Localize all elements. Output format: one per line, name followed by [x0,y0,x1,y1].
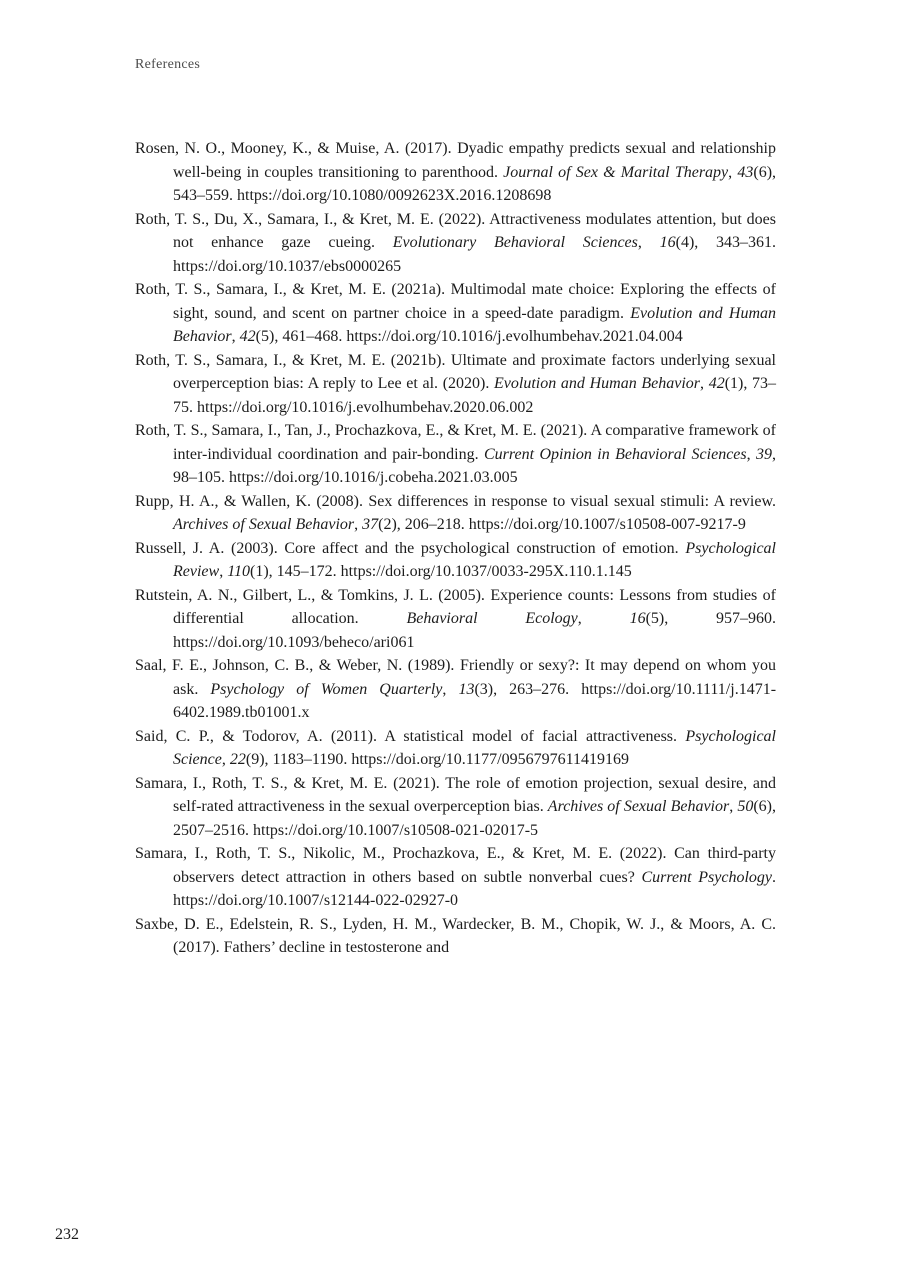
reference-italic-segment: Psychological Review [173,539,776,580]
reference-text-segment: , 98–105. https://doi.org/10.1016/j.cobeha.2021.03.005 [173,445,777,486]
reference-italic-segment: 43 [737,163,754,181]
reference-entry [135,654,776,725]
reference-text-segment: , [442,680,459,698]
reference-italic-segment: Psychological Science [173,727,776,768]
reference-entry [135,842,776,913]
reference-text-segment: (5), 461–468. https://doi.org/10.1016/j.evolhumbehav.2021.04.004 [255,328,683,345]
reference-italic-segment: Archives of Sexual Behavior [547,798,730,815]
reference-italic-segment: 39 [756,445,773,463]
reference-text-segment: (5), 957–960. https://doi.org/10.1093/beheco/ari061 [173,610,777,651]
reference-entry [135,725,776,772]
reference-italic-segment: Evolution and Human Behavior [173,304,777,345]
reference-text-segment: , [221,751,230,768]
reference-text-segment: Roth, T. S., Du, X., Samara, I., & Kret, M. E. (2022). Attractiveness modulates attention, but does not enhance gaze cueing. [135,210,776,251]
reference-text-segment: (4), 343–361. https://doi.org/10.1037/ebs0000265 [173,234,777,275]
reference-text-segment: Rutstein, A. N., Gilbert, L., & Tomkins, J. L. (2005). Experience counts: Lessons from studies of differential allocation. [135,586,776,627]
reference-text-segment: , [700,375,709,392]
reference-text-segment: Roth, T. S., Samara, I., & Kret, M. E. (2021a). Multimodal mate choice: Exploring the effects of sight, sound, and scent on partner choice in a speed-date paradigm. [135,281,776,322]
reference-italic-segment: 13 [458,680,475,698]
reference-text-segment: Roth, T. S., Samara, I., Tan, J., Prochazkova, E., & Kret, M. E. (2021). A comparative framework of inter-individual coordination and pair-bonding. [135,422,776,463]
reference-italic-segment: 50 [737,798,754,815]
reference-text-segment: Samara, I., Roth, T. S., Nikolic, M., Prochazkova, E., & Kret, M. E. (2022). Can third-party observers detect attraction in others based on subtle nonverbal cues? [135,845,776,886]
reference-italic-segment: Psychology of Women Quarterly [210,680,443,698]
reference-text-segment: , [219,563,228,580]
reference-entry [135,913,776,960]
reference-entry [135,349,776,420]
reference-italic-segment: Behavioral Ecology [406,610,578,627]
reference-text-segment: (6), 2507–2516. https://doi.org/10.1007/s10508-021-02017-5 [173,798,776,839]
reference-text-segment: Saxbe, D. E., Edelstein, R. S., Lyden, H. M., Wardecker, B. M., Chopik, W. J., & Moors, A. C. (2017). Fathers’ decline in testosterone and [135,915,776,956]
page-number: 232 [55,1226,79,1243]
reference-entry [135,584,776,655]
reference-text-segment: (3), 263–276. https://doi.org/10.1111/j.1471-6402.1989.tb01001.x [173,680,777,721]
reference-italic-segment: Current Opinion in Behavioral Sciences [484,445,747,463]
reference-italic-segment: 37 [362,516,379,533]
reference-italic-segment: 16 [659,234,676,251]
reference-italic-segment: Journal of Sex & Marital Therapy [503,163,729,181]
reference-text-segment: . https://doi.org/10.1007/s12144-022-02927-0 [173,868,777,909]
reference-entry [135,419,776,490]
reference-text-segment: , [354,516,363,533]
reference-italic-segment: Current Psychology [641,868,773,886]
reference-text-segment: Russell, J. A. (2003). Core affect and the psychological construction of emotion. [135,539,686,557]
reference-entry [135,537,776,584]
reference-entry [135,278,776,349]
running-header: References [135,57,201,72]
reference-text-segment: Rosen, N. O., Mooney, K., & Muise, A. (2017). Dyadic empathy predicts sexual and relationship well-being in couples transitioning to parenthood. [135,140,776,181]
reference-italic-segment: Archives of Sexual Behavior [173,516,355,533]
reference-italic-segment: 110 [227,563,251,580]
reference-entry [135,208,776,279]
reference-list [135,137,776,960]
reference-text-segment: Rupp, H. A., & Wallen, K. (2008). Sex differences in response to visual sexual stimuli: A review. [135,492,776,510]
reference-text-segment: , [728,163,738,181]
reference-text-segment: (1), 73–75. https://doi.org/10.1016/j.evolhumbehav.2020.06.002 [173,375,777,416]
reference-italic-segment: 16 [629,610,646,627]
reference-italic-segment: Evolutionary Behavioral Sciences [392,234,638,251]
reference-italic-segment: 22 [229,751,246,768]
reference-italic-segment: 42 [239,328,256,345]
reference-italic-segment: Evolution and Human Behavior [494,375,701,392]
reference-entry [135,137,776,208]
reference-text-segment: (6), 543–559. https://doi.org/10.1080/0092623X.2016.1208698 [173,163,777,204]
reference-text-segment: (1), 145–172. https://doi.org/10.1037/0033-295X.110.1.145 [250,563,632,580]
reference-text-segment: Samara, I., Roth, T. S., & Kret, M. E. (2021). The role of emotion projection, sexual desire, and self-rated attractiveness in the sexual overperception bias. [135,774,776,815]
reference-text-segment: (9), 1183–1190. https://doi.org/10.1177/0956797611419169 [245,751,629,768]
reference-text-segment: Said, C. P., & Todorov, A. (2011). A statistical model of facial attractiveness. [135,727,686,745]
reference-text-segment: , [577,610,630,627]
reference-text-segment: , [637,234,660,251]
reference-text-segment: , [729,798,738,815]
reference-text-segment: Saal, F. E., Johnson, C. B., & Weber, N. (1989). Friendly or sexy?: It may depend on whom you ask. [135,657,776,698]
reference-italic-segment: 42 [708,375,725,392]
reference-text-segment: (2), 206–218. https://doi.org/10.1007/s10508-007-9217-9 [378,516,746,533]
reference-entry [135,772,776,843]
reference-text-segment: , [746,445,757,463]
reference-entry [135,490,776,537]
reference-text-segment: Roth, T. S., Samara, I., & Kret, M. E. (2021b). Ultimate and proximate factors underlying sexual overperception bias: A reply to Lee et al. (2020). [135,351,776,392]
reference-text-segment: , [231,328,240,345]
